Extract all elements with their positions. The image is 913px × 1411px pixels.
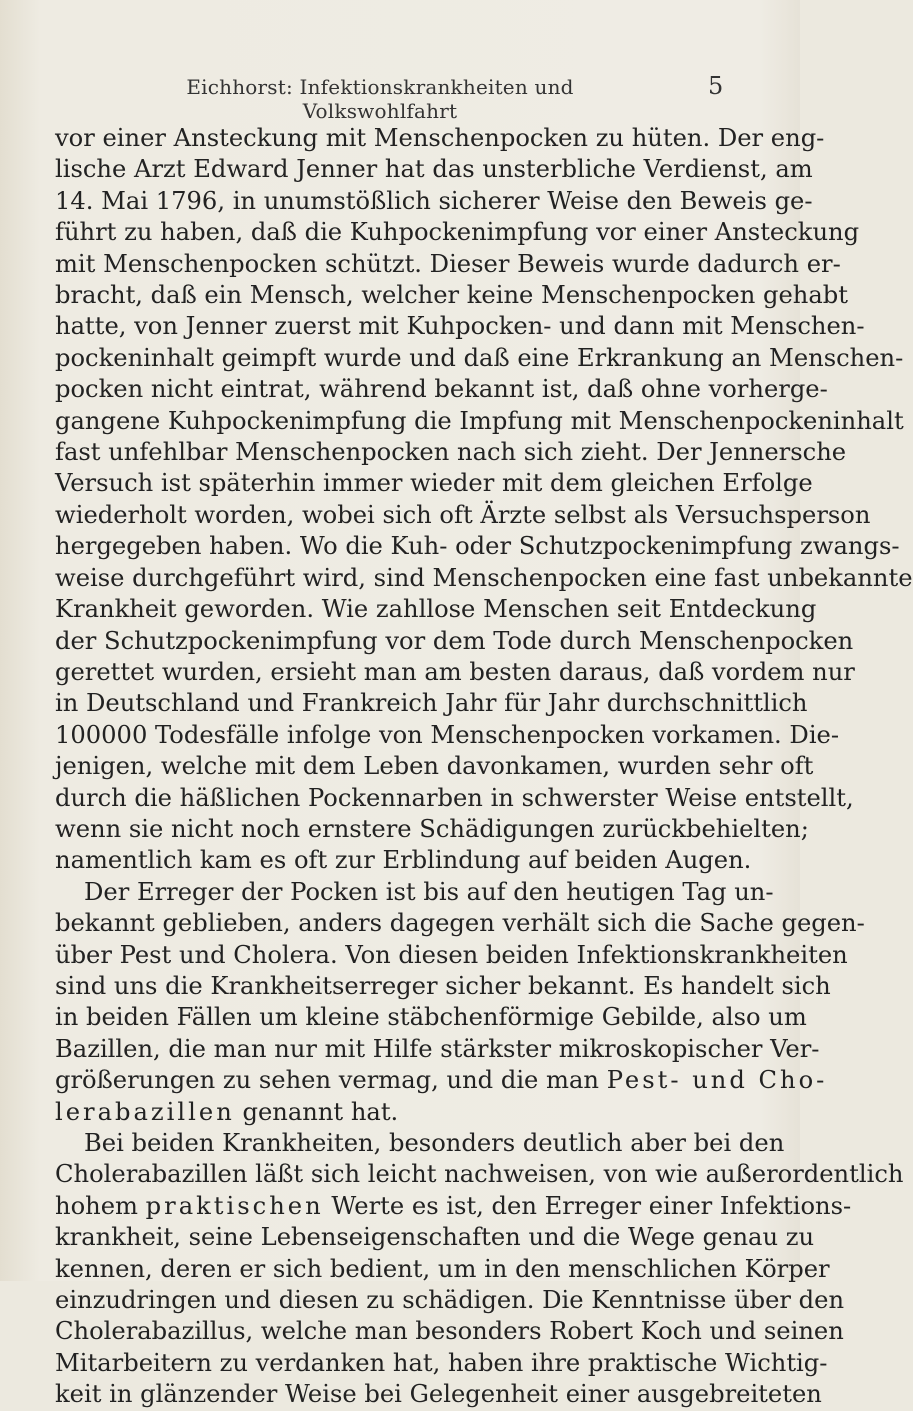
text-line: sind uns die Krankheitserreger sicher bekannt. Es handelt sich <box>55 971 831 1000</box>
text-line: über Pest und Cholera. Von diesen beiden Infektionskrankheiten <box>55 940 848 969</box>
text-line: Versuch ist späterhin immer wieder mit dem gleichen Erfolge <box>55 469 813 498</box>
text-line <box>55 1097 708 1128</box>
text-line: Cholerabazillus, welche man besonders Robert Koch und seinen <box>55 1317 844 1346</box>
text-line: der Schutzpockenimpfung vor dem Tode durch Menschenpocken <box>55 626 854 655</box>
text-line: weise durchgeführt wird, sind Menschenpocken eine fast unbekannte <box>55 563 913 592</box>
text-line: pocken nicht eintrat, während bekannt ist, daß ohne vorherge- <box>55 375 828 404</box>
page-number: 5 <box>708 72 724 100</box>
emphasized-term: lerabazillen <box>55 1097 235 1126</box>
text-line: lische Arzt Edward Jenner hat das unsterbliche Verdienst, am <box>55 155 813 184</box>
text-line: pockeninhalt geimpft wurde und daß eine Erkrankung an Menschen- <box>55 343 904 372</box>
text-line: fast unfehlbar Menschenpocken nach sich zieht. Der Jennersche <box>55 438 847 467</box>
running-title: Eichhorst: Infektionskrankheiten und Volkswohlfahrt <box>186 75 574 123</box>
text-line: vor einer Ansteckung mit Menschenpocken zu hüten. Der eng- <box>55 124 825 152</box>
text-line: wiederholt worden, wobei sich oft Ärzte selbst als Versuchsperson <box>55 500 871 529</box>
text-line <box>55 1065 828 1096</box>
text-line: jenigen, welche mit dem Leben davonkamen, wurden sehr oft <box>55 752 814 781</box>
text-line: hergegeben haben. Wo die Kuh- oder Schutzpockenimpfung zwangs- <box>55 532 900 561</box>
text-line: hatte, von Jenner zuerst mit Kuhpocken- und dann mit Menschen- <box>55 312 865 341</box>
text-line: Der Erreger der Pocken ist bis auf den heutigen Tag un- <box>84 877 774 906</box>
emphasized-term: praktischen <box>145 1191 324 1220</box>
text-line: Krankheit geworden. Wie zahllose Menschen seit Entdeckung <box>55 595 817 624</box>
text-line: wenn sie nicht noch ernstere Schädigungen zurückbehielten; <box>55 814 809 843</box>
text-line: kennen, deren er sich bedient, um in den menschlichen Körper <box>55 1254 830 1283</box>
text-run: genannt hat. <box>242 1097 399 1126</box>
text-line: bekannt geblieben, anders dagegen verhält sich die Sache gegen- <box>55 909 865 938</box>
text-line: Cholerabazillen läßt sich leicht nachweisen, von wie außerordentlich <box>55 1160 904 1189</box>
text-run: Werte es ist, den Erreger einer Infektions- <box>331 1191 852 1220</box>
text-line: namentlich kam es oft zur Erblindung auf beiden Augen. <box>55 846 752 875</box>
body-text <box>55 123 913 1411</box>
text-line: in Deutschland und Frankreich Jahr für Jahr durchschnittlich <box>55 689 808 718</box>
text-line: gangene Kuhpockenimpfung die Impfung mit Menschenpockeninhalt <box>55 406 904 435</box>
text-line: einzudringen und diesen zu schädigen. Die Kenntnisse über den <box>55 1286 845 1315</box>
text-line: 100000 Todesfälle infolge von Menschenpocken vorkamen. Die- <box>55 720 840 749</box>
text-line <box>55 1191 852 1222</box>
text-line: 14. Mai 1796, in unumstößlich sicherer Weise den Beweis ge- <box>55 186 813 215</box>
text-line: in beiden Fällen um kleine stäbchenförmige Gebilde, also um <box>55 1003 807 1032</box>
text-line: durch die häßlichen Pockennarben in schwerster Weise entstellt, <box>55 783 854 812</box>
text-line: bracht, daß ein Mensch, welcher keine Menschenpocken gehabt <box>55 281 848 310</box>
text-run: hohem <box>55 1191 138 1220</box>
text-line: Bei beiden Krankheiten, besonders deutlich aber bei den <box>84 1129 785 1157</box>
emphasized-term: Pest- und Cho- <box>606 1066 828 1095</box>
text-line: Mitarbeitern zu verdanken hat, haben ihre praktische Wichtig- <box>55 1348 828 1377</box>
text-line: keit in glänzender Weise bei Gelegenheit einer ausgebreiteten <box>55 1380 822 1409</box>
text-line: Bazillen, die man nur mit Hilfe stärkster mikroskopischer Ver- <box>55 1034 820 1063</box>
text-line: krankheit, seine Lebenseigenschaften und die Wege genau zu <box>55 1223 815 1252</box>
text-line: gerettet wurden, ersieht man am besten daraus, daß vordem nur <box>55 657 855 686</box>
text-line: mit Menschenpocken schützt. Dieser Beweis wurde dadurch er- <box>55 249 841 278</box>
text-line: führt zu haben, daß die Kuhpockenimpfung vor einer Ansteckung <box>55 218 860 247</box>
text-run: größerungen zu sehen vermag, und die man <box>55 1066 599 1095</box>
